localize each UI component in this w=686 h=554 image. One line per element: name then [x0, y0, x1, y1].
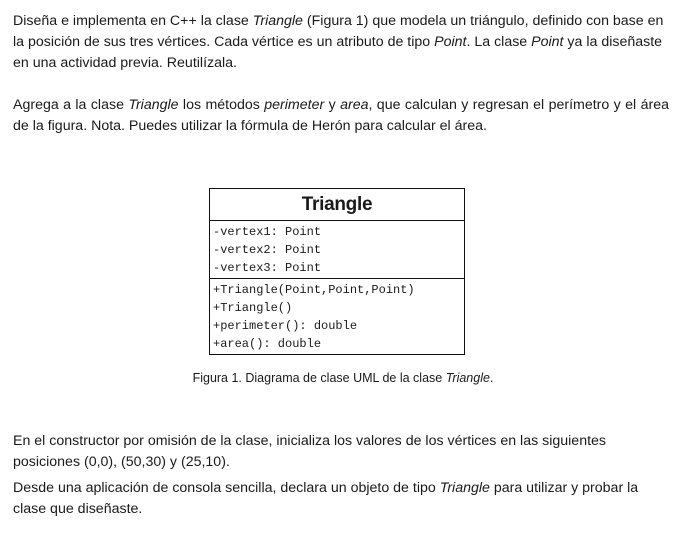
p2-class-name: Triangle [128, 97, 179, 113]
p2-text-4: , que calculan y regresan el perímetro y el área de la figura. Nota. Puedes utilizar la fórmula de Herón para calcular el área. [13, 97, 669, 134]
p1-text-4: ya la diseñaste en una actividad previa. Reutilízala. [13, 34, 663, 71]
uml-class-diagram [209, 188, 465, 355]
caption-suffix: . [489, 371, 494, 385]
p2-area: area [340, 97, 369, 113]
p2-text-2: los métodos [178, 97, 265, 113]
p2-text-1: Agrega a la clase [13, 97, 129, 113]
caption-class-name: Triangle [445, 371, 490, 385]
uml-method: +Triangle(Point,Point,Point) [213, 283, 415, 297]
p4-text-2: para utilizar y probar la clase que diseñaste. [13, 480, 639, 517]
intro-paragraph [13, 11, 669, 74]
p2-text-3: y [324, 97, 341, 113]
caption-prefix: Figura 1. Diagrama de clase UML de la clase [192, 371, 446, 385]
p1-point-class: Point [531, 34, 564, 50]
uml-attribute: -vertex3: Point [213, 261, 322, 275]
p2-perimeter: perimeter [264, 97, 325, 113]
p1-class-name: Triangle [252, 13, 303, 29]
uml-methods [210, 279, 464, 354]
uml-attributes [210, 221, 464, 279]
p4-class-name: Triangle [439, 480, 490, 496]
uml-method: +perimeter(): double [213, 319, 358, 333]
p1-text-2: (Figura 1) que modela un triángulo, definido con base en la posición de sus tres vértices. Cada vértice es un atributo de tipo [13, 13, 664, 50]
p1-text-1: Diseña e implementa en C++ la clase [13, 13, 253, 29]
p1-text-3: . La clase [466, 34, 532, 50]
uml-method: +area(): double [213, 337, 322, 351]
console-app-paragraph [13, 478, 669, 520]
uml-attribute: -vertex1: Point [213, 225, 322, 239]
uml-class-name: Triangle [210, 189, 464, 221]
figure-caption [0, 369, 686, 387]
uml-method: +Triangle() [213, 301, 293, 315]
p4-text-1: Desde una aplicación de consola sencilla, declara un objeto de tipo [13, 480, 440, 496]
uml-attribute: -vertex2: Point [213, 243, 322, 257]
methods-paragraph [13, 95, 669, 137]
constructor-paragraph: En el constructor por omisión de la clase, inicializa los valores de los vértices en las siguientes posiciones (0,0), (50,30) y (25,10). [13, 433, 607, 470]
p1-point-type: Point [434, 34, 467, 50]
